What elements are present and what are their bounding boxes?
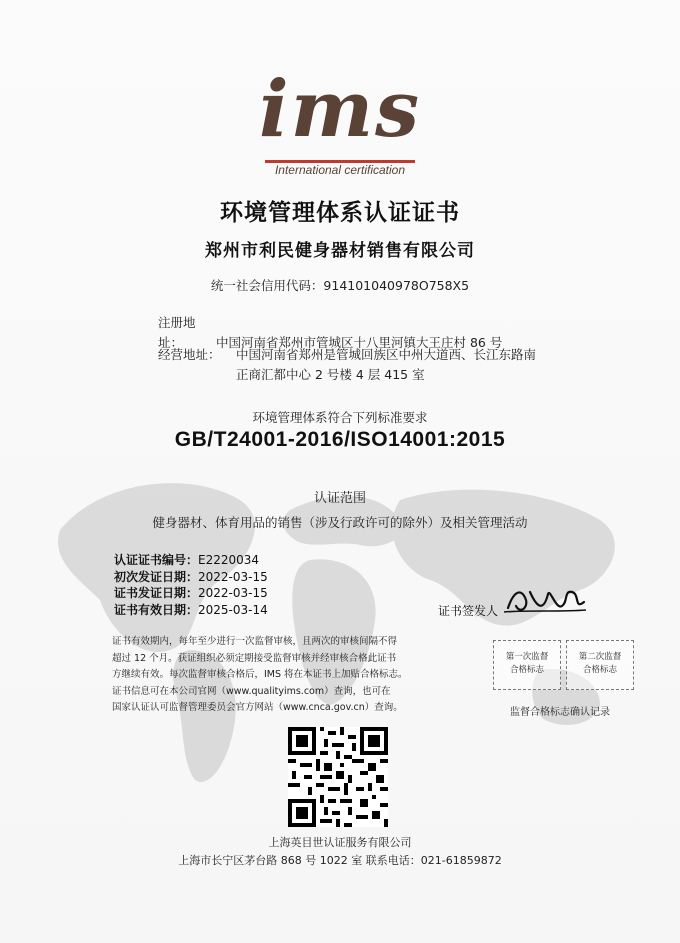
supervision-stamp-box-2 bbox=[566, 640, 634, 690]
note-line: 证书信息可在本公司官网（www.qualityims.com）查询，也可在 bbox=[112, 685, 391, 697]
certificate-info bbox=[114, 552, 268, 618]
business-address-label: 经营地址： bbox=[158, 347, 221, 362]
supervision-stamp-box-1 bbox=[493, 640, 561, 690]
note-line: 方继续有效。每次监督审核合格后，IMS 将在本证书上加贴合格标志。 bbox=[112, 669, 408, 680]
note-line: 国家认证认可监督管理委员会官方网站（www.cnca.gov.cn）查询。 bbox=[112, 702, 403, 713]
validity-notes bbox=[112, 634, 442, 717]
certificate-title: 环境管理体系认证证书 bbox=[220, 200, 460, 226]
info-key: 证书有效日期： bbox=[114, 602, 199, 617]
info-key: 证书发证日期： bbox=[114, 586, 199, 600]
issuer-name: 上海英目世认证服务有限公司 bbox=[268, 836, 412, 849]
credit-code: 统一社会信用代码：914101040978O758X5 bbox=[210, 278, 470, 293]
info-key: 认证证书编号： bbox=[114, 553, 199, 567]
info-value: 2025-03-14 bbox=[198, 602, 268, 617]
business-address bbox=[158, 345, 588, 385]
company-name: 郑州市利民健身器材销售有限公司 bbox=[205, 241, 475, 261]
info-value: 2022-03-15 bbox=[198, 569, 268, 584]
info-row bbox=[114, 602, 268, 619]
logo-mark: ims bbox=[258, 64, 422, 155]
stamp-line: 第二次监督 bbox=[578, 652, 622, 662]
logo-subtitle: International certification bbox=[274, 163, 406, 177]
scope-text: 健身器材、体育用品的销售（涉及行政许可的除外）及相关管理活动 bbox=[152, 515, 528, 530]
standard-code: GB/T24001-2016/ISO14001:2015 bbox=[174, 428, 506, 451]
stamp-caption: 监督合格标志确认记录 bbox=[510, 707, 610, 718]
info-key: 初次发证日期： bbox=[114, 569, 199, 584]
business-address-line1: 中国河南省郑州是管城回族区中州大道西、长江东路南 bbox=[236, 347, 537, 362]
registered-address-value: 中国河南省郑州市管城区十八里河镇大王庄村 86 号 bbox=[216, 335, 503, 350]
stamp-line: 合格标志 bbox=[509, 665, 544, 675]
note-line: 证书有效期内，每年至少进行一次监督审核，且两次的审核间隔不得 bbox=[112, 636, 398, 647]
scope-title: 认证范围 bbox=[313, 491, 366, 506]
info-value: 2022-03-15 bbox=[198, 586, 268, 600]
info-row bbox=[114, 552, 268, 569]
business-address-line2: 正商汇都中心 2 号楼 4 层 415 室 bbox=[236, 367, 425, 382]
issuer-address: 上海市长宁区茅台路 868 号 1022 室 联系电话：021-61859872 bbox=[178, 854, 502, 867]
handwritten-signature bbox=[500, 580, 590, 620]
info-row bbox=[114, 569, 268, 586]
registered-address-label: 注册地址： bbox=[158, 315, 196, 350]
note-line: 超过 12 个月。获证组织必须定期接受监督审核并经审核合格此证书 bbox=[112, 652, 397, 664]
standard-intro: 环境管理体系符合下列标准要求 bbox=[252, 410, 428, 425]
qr-code[interactable] bbox=[288, 727, 388, 827]
info-value: E2220034 bbox=[198, 553, 260, 567]
signer-label: 证书签发人 bbox=[438, 604, 499, 618]
stamp-line: 第一次监督 bbox=[505, 652, 549, 662]
stamp-line: 合格标志 bbox=[582, 665, 617, 675]
info-row bbox=[114, 585, 268, 602]
ims-logo bbox=[255, 64, 425, 177]
